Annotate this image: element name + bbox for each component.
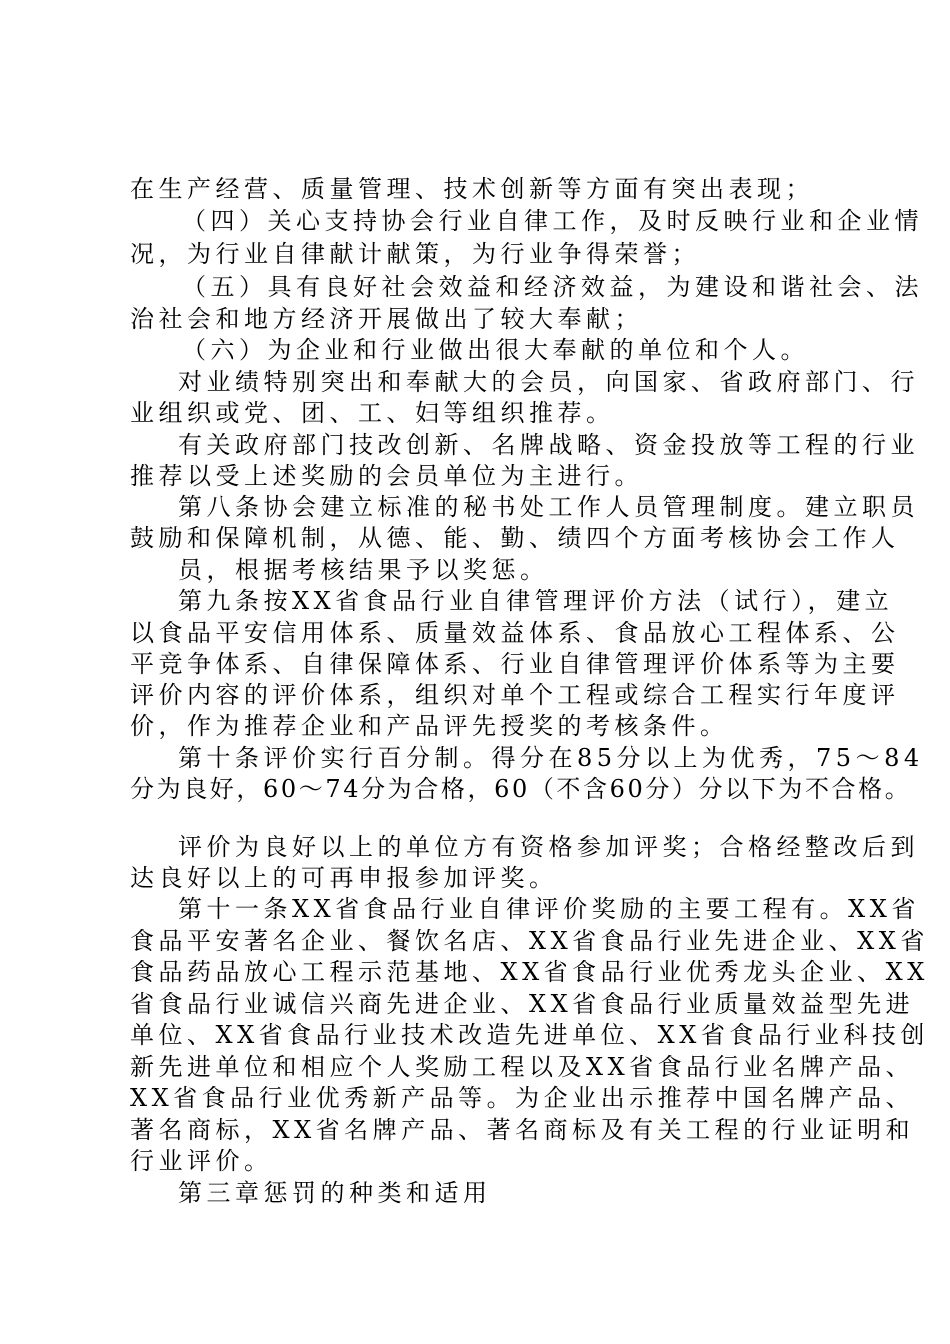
text-line: 治社会和地方经济开展做出了较大奉献； [130, 305, 643, 333]
text-line: 著名商标，XX省名牌产品、著名商标及有关工程的行业证明和 [130, 1116, 915, 1144]
text-line: 评价内容的评价体系，组织对单个工程或综合工程实行年度评 [130, 681, 900, 709]
text-line: 达良好以上的可再申报参加评奖。 [130, 864, 558, 892]
text-line: 平竞争体系、自律保障体系、行业自律管理评价体系等为主要 [130, 650, 900, 678]
text-line: 行业评价。 [130, 1147, 273, 1175]
text-line: 价，作为推荐企业和产品评先授奖的考核条件。 [130, 712, 729, 740]
chapter-heading: 第三章惩罚的种类和适用 [178, 1179, 492, 1207]
text-line: 单位、XX省食品行业技术改造先进单位、XX省食品行业科技创 [130, 1021, 929, 1049]
text-line: 鼓励和保障机制，从德、能、勤、绩四个方面考核协会工作人 [130, 524, 900, 552]
text-line: 第十条评价实行百分制。得分在85分以上为优秀，75～84 [178, 744, 924, 772]
text-line: 在生产经营、质量管理、技术创新等方面有突出表现； [130, 175, 814, 203]
text-line: 有关政府部门技改创新、名牌战略、资金投放等工程的行业 [178, 431, 919, 459]
text-line: （五）具有良好社会效益和经济效益，为建设和谐社会、法 [182, 273, 923, 301]
text-line: 评价为良好以上的单位方有资格参加评奖；合格经整改后到 [178, 833, 919, 861]
text-line: 况，为行业自律献计献策，为行业争得荣誉； [130, 240, 700, 268]
text-line: 第八条协会建立标准的秘书处工作人员管理制度。建立职员 [178, 493, 919, 521]
text-line: 分为良好，60～74分为合格，60（不含60分）分以下为不合格。 [130, 775, 912, 803]
text-line: （六）为企业和行业做出很大奉献的单位和个人。 [182, 336, 809, 364]
text-line: XX省食品行业优秀新产品等。为企业出示推荐中国名牌产品、 [130, 1084, 915, 1112]
text-line: 对业绩特别突出和奉献大的会员，向国家、省政府部门、行 [178, 368, 919, 396]
text-line: （四）关心支持协会行业自律工作，及时反映行业和企业情 [182, 207, 923, 235]
text-line: 以食品平安信用体系、质量效益体系、食品放心工程体系、公 [130, 619, 900, 647]
text-line: 推荐以受上述奖励的会员单位为主进行。 [130, 462, 643, 490]
text-line: 第十一条XX省食品行业自律评价奖励的主要工程有。XX省 [178, 895, 920, 923]
text-line: 业组织或党、团、工、妇等组织推荐。 [130, 399, 615, 427]
text-line: 新先进单位和相应个人奖励工程以及XX省食品行业名牌产品、 [130, 1053, 915, 1081]
text-line: 省食品行业诚信兴商先进企业、XX省食品行业质量效益型先进 [130, 990, 915, 1018]
text-line: 员，根据考核结果予以奖惩。 [178, 556, 549, 584]
text-line: 食品药品放心工程示范基地、XX省食品行业优秀龙头企业、XX [130, 958, 929, 986]
text-line: 食品平安著名企业、餐饮名店、XX省食品行业先进企业、XX省 [130, 927, 929, 955]
text-line: 第九条按XX省食品行业自律管理评价方法（试行），建立 [178, 587, 894, 615]
